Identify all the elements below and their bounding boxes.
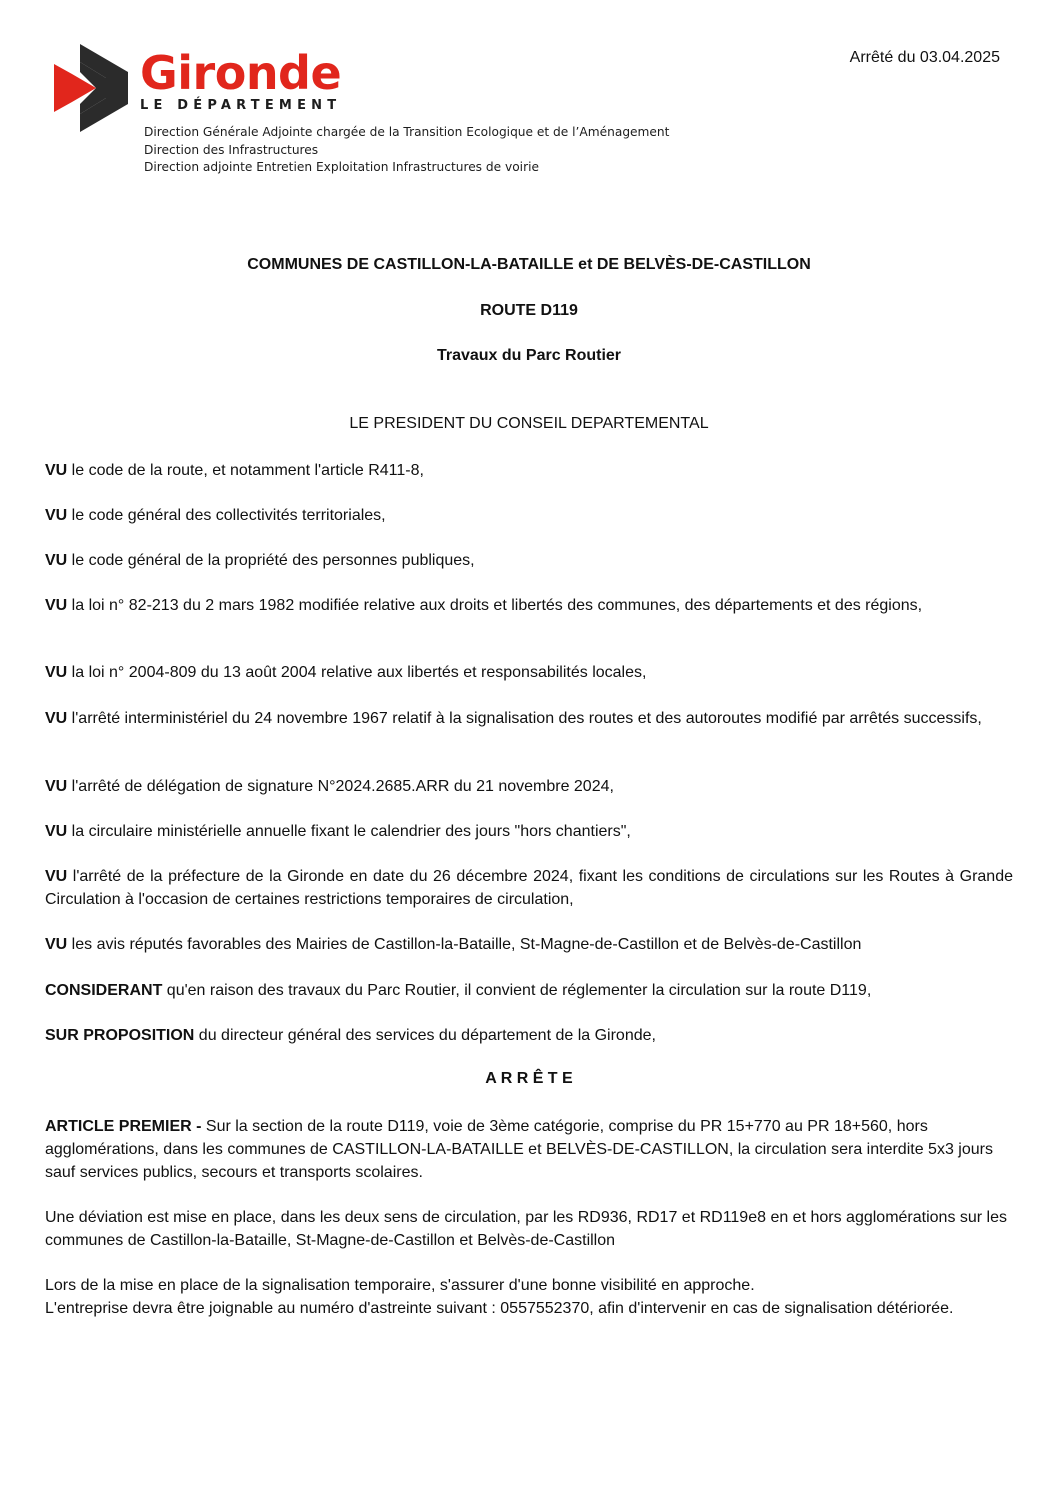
communes-title: COMMUNES DE CASTILLON-LA-BATAILLE et DE BELVÈS-DE-CASTILLON <box>247 256 811 273</box>
visa-paragraph: VU l'arrêté de la préfecture de la Gironde en date du 26 décembre 2024, fixant les conditions de circulations sur les Routes à Grande Circulation à l'occasion de certaines restrictions temporaires de circulation, <box>45 868 1013 908</box>
direction-line: Direction Générale Adjointe chargée de la Transition Ecologique et de l’Aménagement <box>144 125 670 139</box>
visa-paragraph: VU la circulaire ministérielle annuelle fixant le calendrier des jours "hors chantiers", <box>45 823 631 840</box>
visa-paragraph: VU le code de la route, et notamment l'article R411-8, <box>45 462 424 479</box>
directions-block <box>144 124 669 177</box>
works-title: Travaux du Parc Routier <box>436 347 622 364</box>
direction-line: Direction adjointe Entretien Exploitation Infrastructures de voirie <box>144 160 539 174</box>
brand-name: Gironde <box>140 46 342 100</box>
route-title: ROUTE D119 <box>480 302 578 319</box>
signalisation-line: Lors de la mise en place de la signalisation temporaire, s'assurer d'une bonne visibilité en approche. <box>45 1277 755 1294</box>
visa-paragraph: VU le code général des collectivités territoriales, <box>45 507 386 524</box>
article-premier: ARTICLE PREMIER - Sur la section de la route D119, voie de 3ème catégorie, comprise du PR 15+770 au PR 18+560, hors agglomérations, dans les communes de CASTILLON-LA-BATAILLE et BELVÈS-DE-CASTILLON, la circulation sera interdite 5x3 jours sauf services publics, secours et transports scolaires. <box>45 1118 993 1181</box>
visa-paragraph: VU l'arrêté interministériel du 24 novembre 1967 relatif à la signalisation des routes et des autoroutes modifié par arrêtés successifs, <box>45 710 982 727</box>
deviation-paragraph: Une déviation est mise en place, dans les deux sens de circulation, par les RD936, RD17 et RD119e8 en et hors agglomérations sur les communes de Castillon-la-Bataille, St-Magne-de-Castillon et Belvès-de-Castillon <box>45 1209 1008 1249</box>
brand-subtitle: LE DÉPARTEMENT <box>140 98 342 113</box>
visa-paragraph: VU l'arrêté de délégation de signature N°2024.2685.ARR du 21 novembre 2024, <box>45 778 614 795</box>
arrete-date: Arrêté du 03.04.2025 <box>849 49 1000 66</box>
gironde-logo-icon <box>50 42 140 134</box>
visa-paragraph: VU la loi n° 2004-809 du 13 août 2004 relative aux libertés et responsabilités locales, <box>45 664 647 681</box>
proposition-paragraph: SUR PROPOSITION du directeur général des services du département de la Gironde, <box>45 1027 656 1044</box>
signalisation-line: L'entreprise devra être joignable au numéro d'astreinte suivant : 0557552370, afin d'intervenir en cas de signalisation détériorée. <box>45 1300 954 1317</box>
visa-paragraph: VU le code général de la propriété des personnes publiques, <box>45 552 475 569</box>
brand <box>140 48 341 114</box>
president-title: LE PRESIDENT DU CONSEIL DEPARTEMENTAL <box>349 415 709 432</box>
considerant-paragraph: CONSIDERANT qu'en raison des travaux du Parc Routier, il convient de réglementer la circulation sur la route D119, <box>45 982 872 999</box>
visa-paragraph: VU les avis réputés favorables des Mairies de Castillon-la-Bataille, St-Magne-de-Castillon et de Belvès-de-Castillon <box>45 936 862 953</box>
arrete-title: A R R Ê T E <box>485 1070 573 1087</box>
direction-line: Direction des Infrastructures <box>144 142 319 157</box>
visa-paragraph: VU la loi n° 82-213 du 2 mars 1982 modifiée relative aux droits et libertés des communes, des départements et des régions, <box>45 597 923 614</box>
